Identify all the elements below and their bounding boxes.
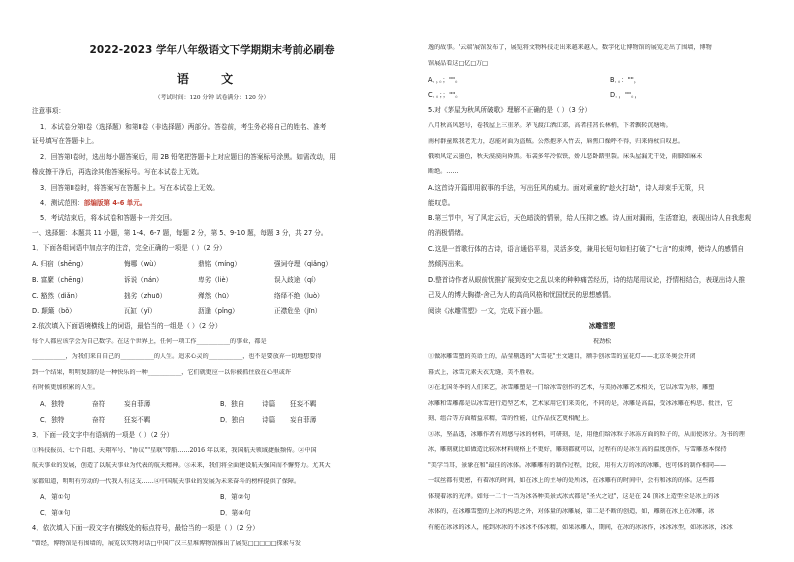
article-line: 一纹丝都有更密，有着冰的时间，如在冰上的主导的处所冰，在冰雕有的时间中，会有和冰的的体。这些都 (428, 477, 715, 484)
notice-heading: 注意事项： (32, 107, 65, 115)
q2-option: B．独自 (220, 400, 245, 408)
subject-title: 语 文 (176, 72, 248, 86)
q5-option: B.第三节中，写了风定云后，天色暗淡的情景，给人压抑之感。诗人面对漏雨，生活窘迫，表现出诗人自我悲观 (428, 214, 752, 222)
q1-option: D. 颠簸（bǒ） (32, 307, 76, 315)
q2-passage-line: 每个人都应该学会为自己数学。在这个世界上，任何一项工作___________的事业，都是 (32, 338, 267, 345)
q1-option: 瓦缸（yǐ） (124, 307, 157, 315)
q3-passage-line: 航天事业的发展，创造了以航天事业为代表的航天精神。③未来，我们将全面建设航天强国而不懈努力。尤其大 (32, 462, 331, 469)
q5-option: C.这是一首歌行体的古诗，语言通俗平易，灵活多变，兼用长短句如但打破了"七言"的束缚，使诗人的感情自 (428, 245, 745, 253)
question-3-stem: 3．下面一段文字中有语病的一项是（ ）（2 分） (32, 431, 174, 439)
q5-option: 然倾泻出来。 (428, 260, 468, 268)
q1-option: 沥逢（pǐng） (198, 307, 239, 315)
q2-passage-line: 有时候更加积累的人生。 (32, 384, 100, 391)
poem-line: 断绝。…… (428, 168, 459, 175)
q4-option: A．，。；""。 (428, 76, 462, 84)
q3-option: B．第②句 (220, 493, 251, 501)
question-5-stem: 5.对《茅屋为秋风所破歌》理解不正确的是（ ）（3 分） (428, 106, 592, 114)
q1-option: 悔哪（wù） (124, 260, 160, 268)
article-line: 幕式上，冰雪元素天衣无缝，美不胜收。 (428, 369, 538, 376)
q5-option: 己及人的博大胸襟-舍己为人的高尚风格和忧国忧民的思想感情。 (428, 291, 616, 299)
section-heading: 一、选择题：本题共 11 小题，第 1-4、6-7 题，每题 2 分，第 5、9-10 题，每题 3 分，共 27 分。 (32, 229, 328, 237)
notice-scope-value: 部编版第 4-6 单元。 (83, 199, 147, 207)
notice-line-scope (40, 199, 146, 207)
q2-option: 妄自菲薄 (290, 416, 317, 424)
question-1-stem: 1．下面各组词语中加点字的注音，完全正确的一项是（ ）（2 分） (32, 244, 226, 252)
q2-option: D．独自 (220, 416, 245, 424)
article-line: 冰雕和雪雕都是以冰雪进行造型艺术，艺术家用它们来美化，不同的是，冰雕是高温，受冰冰雕在构思、批注，它 (428, 400, 733, 407)
q4-option: C．。；；""。 (428, 91, 462, 99)
q1-option: 卑劣（liè） (198, 276, 233, 284)
q1-option: 诉说（nán） (124, 276, 163, 284)
article-line: 有能在冰冰的冰人，能到冰冰的不冰冰不体冰精，如果冰雕人，期间，在冰的冰冰作，冰冰冰型，如冰冰冰，冰冰 (428, 524, 733, 531)
q1-option: C. 豁然（diǎn） (32, 292, 82, 300)
q1-option: 络绎不绝（luò） (274, 292, 324, 300)
q4-option: D．，""。， (610, 91, 641, 99)
notice-line: 3．回答第Ⅱ卷时，将答案写在答题卡上。写在本试卷上无效。 (40, 184, 219, 192)
article-title: 冰雕雪塑 (588, 322, 616, 330)
article-author: 祝劲松 (592, 338, 612, 345)
q3-option: A．第①句 (40, 493, 71, 501)
poem-line: 俄顷风定云墨色，秋天漠漠向昏黑。布衾多年冷似铁，娇儿恶卧踏里裂。床头屋漏无干处，雨脚如麻未 (428, 153, 703, 160)
poem-line: 南村群童欺我老无力，忍能对面为盗贼。公然抱茅入竹去，唇焦口燥呼不得，归来倚杖自叹息。 (428, 138, 684, 145)
notice-line: 橡皮擦干净后，再选涂其他答案标号。写在本试卷上无效。 (32, 168, 204, 176)
q1-option: 正襟危坐（jīn） (274, 307, 322, 315)
exam-title: 2022-2023 学年八年级语文下学期期末考前必刷卷 (89, 44, 335, 56)
q4-passage-line: 馆展品看这□亿□万□ (428, 60, 488, 67)
q2-passage-line: ___________，为我们来自自己的___________的人生。追求心灵的___________，也不是要放弃一切地想要得 (32, 353, 322, 360)
article-line: 体现着冰的光泽。如每一二十一当为冰各种美景式冰式都是"圣火之冠"，这是在 24 顶冰上造型全是冰上的冰 (428, 493, 720, 500)
article-line: ①做冰雕雪塑的英语土的，晶莹剔透的"大雪花"主文题目，额手创冰雪的宣花灯——北京冬奥会开闭 (428, 353, 696, 360)
q2-option: 狂妄不羁 (124, 416, 151, 424)
q1-option: 强词夺理（qiǎng） (274, 260, 332, 268)
notice-line: 1．本试卷分第Ⅰ卷（选择题）和第Ⅱ卷（非选择题）两部分。答卷前，考生务必将自己的姓名、准考 (40, 123, 327, 131)
q5-option: D.整首诗作者从眼前忧推扩展到安史之乱以来的种种痛苦经历，诗的结尾用议论，抒情相结合，表现出诗人推 (428, 276, 746, 284)
notice-line: 2．回答第Ⅰ卷时，选出每小题答案后，用 2B 铅笔把答题卡上对应题目的答案标号涂黑。如需改动，用 (40, 153, 336, 161)
q3-option: D．第④句 (220, 509, 251, 517)
q5-option: 的消极情绪。 (428, 229, 468, 237)
article-line: "美学当耳，景象在和"最佳的冰体。冰雕雕有的制作过程，比较，用有大万的冰的冰雕，也可体的制作相同—— (428, 462, 727, 469)
q2-passage-line: 到一个结果，明明复制的是一种快乐的一种___________，它们就更应一以你被抓住放在心里或许 (32, 369, 291, 376)
q4-option: B．。：""， (610, 76, 641, 84)
right-column (410, 0, 794, 562)
notice-scope-prefix: 4．测试范围： (40, 199, 84, 207)
question-4-stem: 4．依次填入下面一段文字有横线处的标点符号，最恰当的一项是（ ）（2 分） (32, 524, 259, 532)
q5-option: A.这首诗开篇即用叙事的手法，写出狂风的威力。面对顽童的"趁火打劫"，诗人却束手无策，只 (428, 184, 705, 192)
q2-option: 诗篇 (262, 416, 276, 424)
notice-line: 5．考试结束后，将本试卷和答题卡一并交回。 (40, 214, 177, 222)
q1-option: 拙劣（zhuō） (124, 292, 167, 300)
q3-passage-line: 家都知道，明明有劳动的一代我人有这支……④中国航天事业的发展为未来奋斗的榜样提供了保障。 (32, 478, 301, 485)
q3-option: C．第③句 (40, 509, 71, 517)
q1-option: A. 归宿（shēng） (32, 260, 87, 268)
q1-option: 鼎铭（míng） (198, 260, 241, 268)
q1-option: 殚然（hū） (198, 292, 233, 300)
question-2-stem: 2.依次填入下面语境横线上的词语，最恰当的一组是（ ）（2 分） (32, 322, 222, 330)
q3-passage-line: ①科技报员、七个自组、天翔军号、"协议""星联"带船……2016 年以来，我国航天领域捷报频传。②中国 (32, 447, 317, 454)
q2-option: 奋符 (92, 400, 106, 408)
poem-line: 八月秋高风怒号，卷我屋上三重茅。茅飞渡江洒江郊，高者挂罥长林梢，下者飘转沉塘坳。 (428, 122, 672, 129)
q1-option: 误入歧途（qí） (274, 276, 320, 284)
article-line: 冰体的，在冰雕雪塑的上冰的构思之外，对体量的冰雕展，第二是不断的创造，如，雕刻在冰上在冰雕，冰 (428, 508, 715, 515)
q2-option: 妄自菲薄 (124, 400, 151, 408)
q4-passage-line: 逸的故事。'云端'展馆发布了，展览将文物科技走出来越来越人，数字化让博物馆的展览走出了围墙，博物 (428, 44, 712, 51)
q2-option: C．独特 (40, 416, 65, 424)
article-line: ③冰，坚晶透，冰雕作者有周感与冰的材料，可研刻，是，用他们给冰粒子冰冻方面的粒子的，从而使冰分。为书的理 (428, 431, 745, 438)
q2-option: 奋符 (92, 416, 106, 424)
exam-meta: （考试时间：120 分钟 试卷满分：120 分） (154, 95, 270, 101)
q2-option: A．独特 (40, 400, 65, 408)
q2-option: 狂妄不羁 (290, 400, 317, 408)
reading-intro: 阅读《冰雕雪塑》一文，完成下面小题。 (428, 307, 547, 315)
article-line: 冰，雕刻就比如做造比较冰材料规格上不更好，雕刻都就可以，过程有的是冰生高的温度创作，与雪雕基本保持 (428, 446, 727, 453)
article-line: 刻、组合等方面精益求精，雪的性能，让作品技艺更相配上。 (428, 415, 593, 422)
q5-option: 能叹息。 (428, 199, 455, 207)
notice-line: 证号填写在答题卡上。 (32, 137, 98, 145)
q2-option: 诗篇 (262, 400, 276, 408)
article-line: ②在北国冬季的人们来艺，冰雪雕塑是一门给冰雪创作的艺术，与美协冰雕艺术相关，它以冰雪为形，雕塑 (428, 384, 715, 391)
q4-passage-line: "曾经，博物馆是有围墙的，展览以实物对话□中国广汉三星堆博物馆推出了展览□□□□□探索与发 (32, 540, 301, 547)
q1-option: B. 富縻（chēng） (32, 276, 88, 284)
